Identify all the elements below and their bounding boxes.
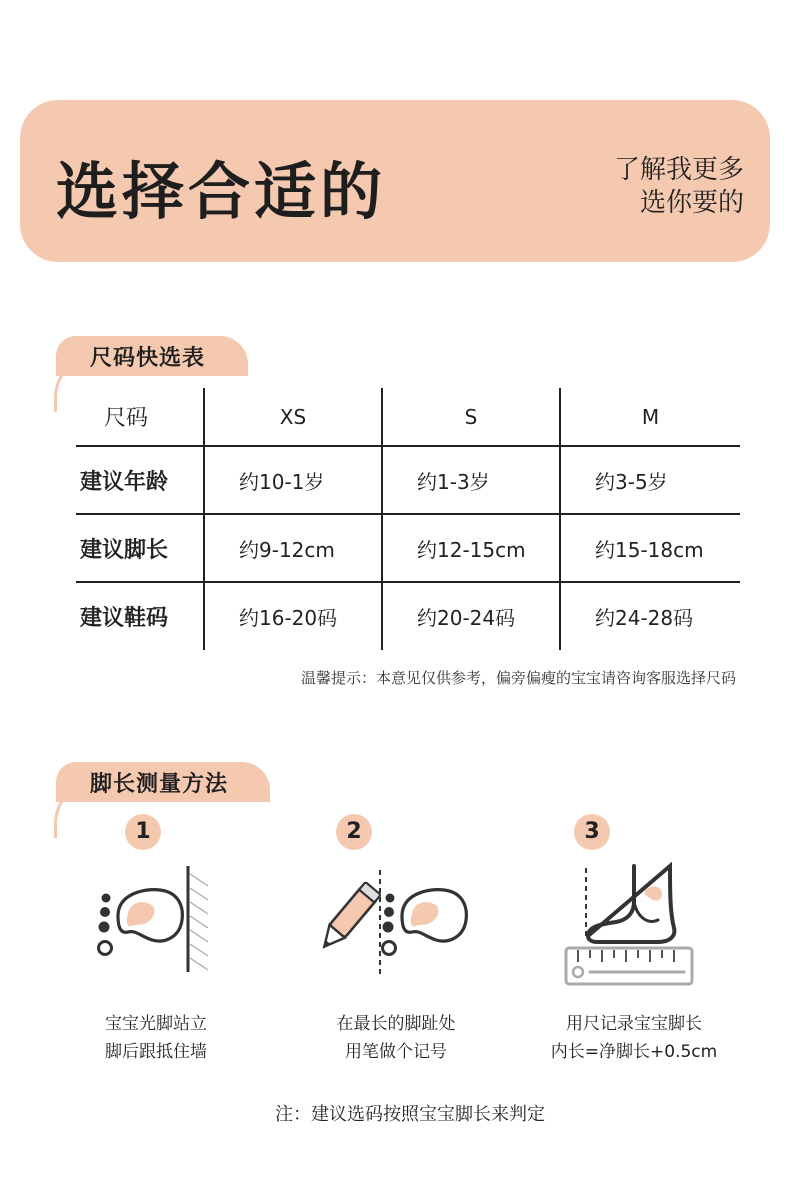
step-number: 1 xyxy=(125,814,161,850)
header-cell: S xyxy=(382,388,560,446)
foot-on-ruler-icon xyxy=(558,862,708,992)
table-row xyxy=(76,582,740,650)
row-label: 建议鞋码 xyxy=(76,582,204,650)
measure-step-1 xyxy=(26,812,286,1072)
pencil-mark-icon xyxy=(314,864,474,984)
banner-title: 选择合适的 xyxy=(56,155,387,228)
banner-subtitle-line1: 了解我更多 xyxy=(613,155,744,185)
banner-subtitle-line2: 选你要的 xyxy=(639,188,744,218)
step-caption-line2: 用笔做个记号 xyxy=(345,1042,447,1062)
table-cell: 约16-20码 xyxy=(204,582,382,650)
table-cell: 约12-15cm xyxy=(382,514,560,582)
step-caption xyxy=(266,1010,526,1066)
table-cell: 约20-24码 xyxy=(382,582,560,650)
step-caption-line2: 内长=净脚长+0.5cm xyxy=(550,1042,718,1062)
row-label: 建议脚长 xyxy=(76,514,204,582)
measure-tag xyxy=(56,762,276,802)
size-tip: 温馨提示：本意见仅供参考，偏旁偏瘦的宝宝请咨询客服选择尺码 xyxy=(300,669,736,687)
table-cell: 约10-1岁 xyxy=(204,446,382,514)
step-caption xyxy=(26,1010,286,1066)
table-row xyxy=(76,514,740,582)
table-cell: 约9-12cm xyxy=(204,514,382,582)
table-header-row xyxy=(76,388,740,446)
measure-step-2 xyxy=(266,812,526,1072)
measure-tag-label: 脚长测量方法 xyxy=(90,772,229,797)
header-cell: M xyxy=(560,388,740,446)
table-row xyxy=(76,446,740,514)
foot-against-wall-icon xyxy=(92,864,232,984)
size-chart-tag-label: 尺码快选表 xyxy=(90,346,206,371)
table-cell: 约1-3岁 xyxy=(382,446,560,514)
table-cell: 约24-28码 xyxy=(595,606,694,630)
header-banner xyxy=(20,100,770,262)
header-cell: 尺码 xyxy=(76,388,204,446)
table-cell: 约15-18cm xyxy=(560,514,740,582)
size-chart-tag xyxy=(56,336,256,376)
footnote: 注：建议选码按照宝宝脚长来判定 xyxy=(275,1104,545,1125)
header-cell: XS xyxy=(204,388,382,446)
row-label: 建议年龄 xyxy=(76,446,204,514)
step-caption-line2: 脚后跟抵住墙 xyxy=(105,1042,207,1062)
step-caption xyxy=(504,1010,764,1066)
measure-step-3 xyxy=(504,812,764,1072)
step-caption-line1: 用尺记录宝宝脚长 xyxy=(566,1014,702,1034)
size-table xyxy=(76,388,740,650)
step-caption-line1: 在最长的脚趾处 xyxy=(336,1014,456,1034)
table-cell: 约3-5岁 xyxy=(560,446,740,514)
step-caption-line1: 宝宝光脚站立 xyxy=(105,1014,207,1034)
banner-subtitle xyxy=(524,154,744,220)
step-number: 3 xyxy=(574,814,610,850)
step-number: 2 xyxy=(336,814,372,850)
